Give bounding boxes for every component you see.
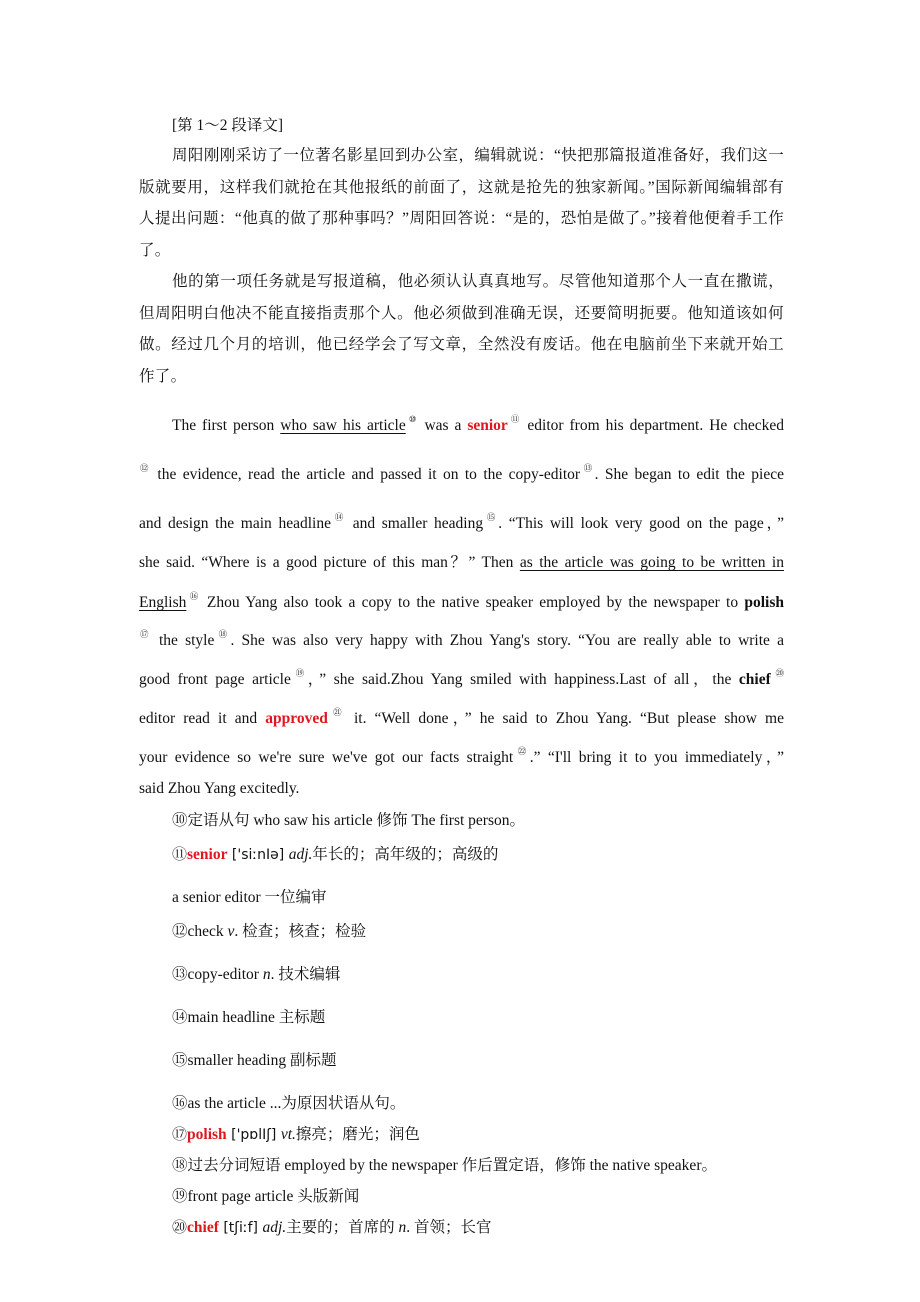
note-marker: ⑯ bbox=[187, 591, 201, 601]
chinese-translation-paragraph-2: 他的第一项任务就是写报道稿，他必须认认真真地写。尽管他知道那个人一直在撒谎，但周阳明白他决不能直接指责那个人。他必须做到准确无误，还要简明扼要。他知道该如何做。经过几个月的培训，他已经学会了写文章，全然没有废话。他在电脑前坐下来就开始工作了。 bbox=[139, 273, 784, 385]
note-marker: ㉑ bbox=[328, 707, 346, 717]
note-marker: ⑳ bbox=[771, 668, 784, 678]
note-20: ⑳chief [tʃiːf] adj.主要的；首席的 n. 首领；长官 bbox=[172, 1219, 492, 1236]
note-keyword: polish bbox=[187, 1126, 227, 1143]
english-line: said Zhou Yang excitedly. bbox=[139, 780, 300, 797]
english-passage bbox=[139, 398, 784, 804]
keyword-chief: chief bbox=[738, 671, 771, 688]
note-keyword: senior bbox=[187, 846, 228, 863]
note-marker: ⑱ bbox=[215, 629, 231, 639]
note-11: ⑪senior ['siːnIə] adj.年长的；高年级的；高级的 bbox=[172, 846, 499, 863]
english-line: ⑫ the evidence, read the article and passed it on to the copy-editor⑬. She began to edit the piece bbox=[140, 463, 784, 483]
underlined-clause: English bbox=[139, 594, 187, 611]
note-marker: ⑪ bbox=[508, 414, 522, 424]
underlined-clause: as the article was going to be written in bbox=[519, 554, 784, 571]
note-marker: ⑭ bbox=[331, 512, 347, 522]
keyword-polish: polish bbox=[744, 594, 784, 611]
note-15: ⑮smaller heading 副标题 bbox=[172, 1052, 337, 1069]
english-line: editor read it and approved$^㉑$ it. “Well done，” he said to Zhou Yang. “But please show me bbox=[139, 707, 784, 727]
note-marker: ⑫ bbox=[140, 463, 152, 473]
document-page bbox=[139, 112, 784, 1244]
english-line: ⑰ the style⑱. She was also very happy with Zhou Yang's story. “You are really able to write a bbox=[140, 629, 784, 649]
note-19: ⑲front page article 头版新闻 bbox=[172, 1188, 360, 1205]
vocabulary-notes bbox=[139, 806, 784, 1244]
english-line: and design the main headline⑭ and smaller heading⑮. “This will look very good on the page，” bbox=[139, 512, 784, 532]
underlined-clause: who saw his article bbox=[280, 417, 406, 434]
note-keyword: chief bbox=[187, 1219, 219, 1236]
section-heading: [第 1～2 段译文] bbox=[172, 117, 284, 134]
note-16: ⑯as the article ...为原因状语从句。 bbox=[172, 1095, 406, 1112]
note-marker: ⑲ bbox=[291, 668, 308, 678]
keyword-senior: senior bbox=[467, 417, 508, 434]
keyword-approved: approved bbox=[265, 710, 328, 727]
note-12: ⑫check v. 检查；核查；检验 bbox=[172, 923, 367, 940]
note-14: ⑭main headline 主标题 bbox=[172, 1009, 326, 1026]
note-marker: ⑩ bbox=[406, 414, 419, 424]
english-line: good front page article⑲，” she said.Zhou Yang smiled with happiness.Last of all，the chief⑳ bbox=[139, 668, 784, 688]
note-18: ⑱过去分词短语 employed by the newspaper 作后置定语，修饰 the native speaker。 bbox=[172, 1157, 717, 1174]
english-line: English⑯ Zhou Yang also took a copy to the native speaker employed by the newspaper to polish bbox=[139, 591, 784, 611]
note-marker: ㉒ bbox=[514, 746, 530, 756]
note-marker: ⑰ bbox=[140, 629, 152, 639]
chinese-translation-paragraph-1: 周阳刚刚采访了一位著名影星回到办公室，编辑就说：“快把那篇报道准备好，我们这一版就要用，这样我们就抢在其他报纸的前面了，这就是抢先的独家新闻。”国际新闻编辑部有人提出问题：“他真的做了那种事吗？”周阳回答说：“是的，恐怕是做了。”接着他便着手工作了。 bbox=[139, 147, 784, 259]
note-10: ⑩定语从句 who saw his article 修饰 The first person。 bbox=[172, 812, 525, 829]
english-line: The first person who saw his article⑩ was a senior⑪ editor from his department. He checked bbox=[172, 414, 784, 434]
note-13: ⑬copy-editor n. 技术编辑 bbox=[172, 966, 341, 983]
english-line: your evidence so we're sure we've got our facts straight$^㉒$.” “I'll bring it to you immediately，” bbox=[139, 746, 784, 766]
note-17: ⑰polish ['pɒlIʃ] vt.擦亮；磨光；润色 bbox=[172, 1126, 420, 1143]
note-marker: ⑮ bbox=[484, 512, 499, 522]
note-11-example: a senior editor 一位编审 bbox=[172, 889, 327, 906]
english-line: she said. “Where is a good picture of this man？” Then as the article was going to be written in bbox=[139, 554, 784, 571]
note-marker: ⑬ bbox=[581, 463, 595, 473]
